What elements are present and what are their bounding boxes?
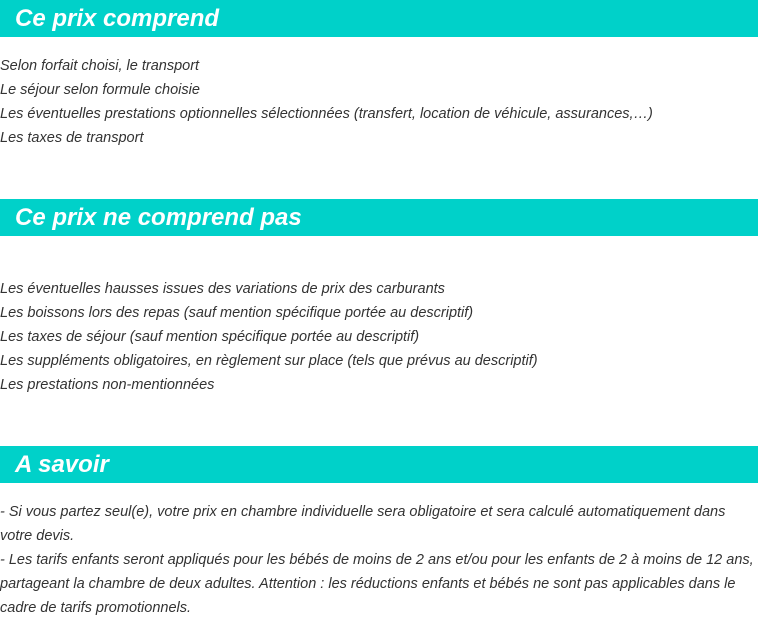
includes-item: Les taxes de transport xyxy=(0,130,144,146)
info-paragraph-solo: - Si vous partez seul(e), votre prix en chambre individuelle sera obligatoire et sera calculé automatiquement dans votre devis. xyxy=(0,504,726,544)
excludes-item: Les prestations non-mentionnées xyxy=(0,377,215,393)
info-paragraph-children: - Les tarifs enfants seront appliqués pour les bébés de moins de 2 ans et/ou pour les enfants de 2 à moins de 12 ans, partageant la chambre de deux adultes. Attention : les réductions enfants et bébés ne sont pas applicables dans le cadre de tarifs promotionnels. xyxy=(0,552,754,616)
section-title-info: A savoir xyxy=(0,446,758,483)
includes-item: Les éventuelles prestations optionnelles sélectionnées (transfert, location de véhicule, assurances,…) xyxy=(0,106,653,122)
includes-item: Selon forfait choisi, le transport xyxy=(0,58,200,74)
section-title-excludes: Ce prix ne comprend pas xyxy=(0,199,758,236)
excludes-item: Les boissons lors des repas (sauf mention spécifique portée au descriptif) xyxy=(0,305,474,321)
section-title-includes: Ce prix comprend xyxy=(0,0,758,37)
excludes-item: Les éventuelles hausses issues des variations de prix des carburants xyxy=(0,281,445,297)
excludes-item: Les taxes de séjour (sauf mention spécifique portée au descriptif) xyxy=(0,329,420,345)
includes-item: Le séjour selon formule choisie xyxy=(0,82,200,98)
excludes-item: Les suppléments obligatoires, en règlement sur place (tels que prévus au descriptif) xyxy=(0,353,538,369)
